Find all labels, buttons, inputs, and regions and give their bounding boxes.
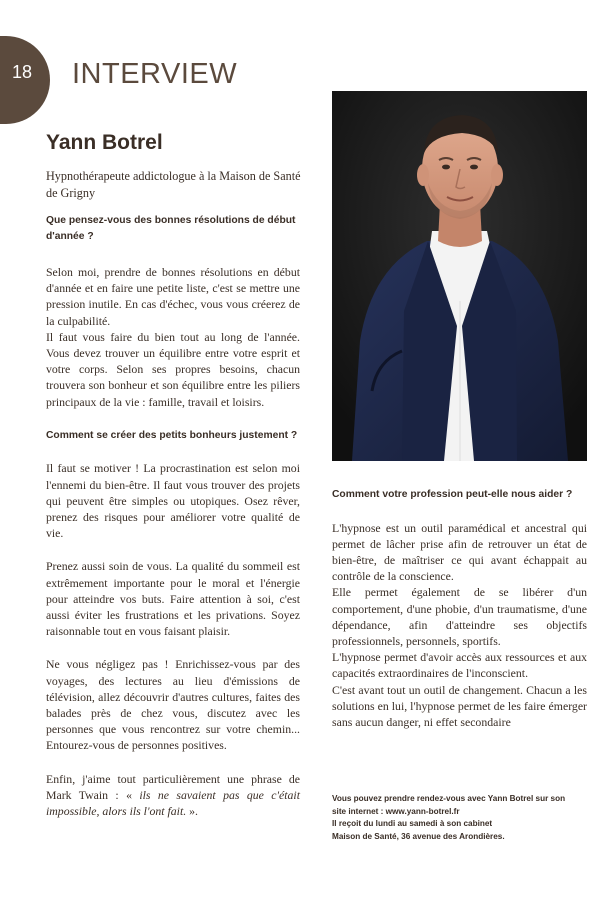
answer-3-paragraph-4: C'est avant tout un outil de changement. Chacun a les solutions en lui, l'hypnose permet de les faire émerger sans aucun danger, ni effet secondaire [332, 682, 587, 729]
question-2: Comment se créer des petits bonheurs justement ? [46, 429, 298, 441]
interviewee-subtitle: Hypnothérapeute addictologue à la Maison de Santé de Grigny [46, 169, 301, 200]
answer-3-paragraph-3: L'hypnose permet d'avoir accès aux ressources et aux capacités extraordinaires de l'inconscient. [332, 650, 587, 681]
contact-line-3: Il reçoit du lundi au samedi à son cabinet [332, 819, 493, 829]
answer-3-paragraph-1: L'hypnose est un outil paramédical et ancestral qui permet de lâcher prise afin de retrouver un état de bien-être, de maîtriser ce qui avant échappait au contrôle de la conscience. [332, 520, 587, 584]
contact-line-2: site internet : www.yann-botrel.fr [332, 806, 460, 816]
page-number-tab [0, 36, 50, 124]
page-number: 18 [11, 62, 33, 82]
right-column [332, 487, 587, 730]
answer-1-paragraph-1: Selon moi, prendre de bonnes résolutions en début d'année et en faire une petite liste, c'est se mettre une pression inutile. En cas d'échec, vous vous créerez de la culpabilité. [46, 265, 300, 328]
question-1: Que pensez-vous des bonnes résolutions de début d'année ? [46, 215, 296, 242]
mark-twain-quote: ils ne savaient pas que c'était impossible, alors ils l'ont fait. [46, 787, 300, 818]
question-3: Comment votre profession peut-elle nous aider ? [332, 489, 573, 500]
left-column [46, 213, 300, 819]
contact-info [332, 793, 597, 843]
contact-line-4: Maison de Santé, 36 avenue des Arondières. [332, 831, 505, 841]
interviewee-name: Yann Botrel [46, 131, 163, 154]
section-title: INTERVIEW [72, 58, 238, 90]
contact-line-1: Vous pouvez prendre rendez-vous avec Yann Botrel sur son [332, 794, 566, 803]
answer-2-paragraph-1: Il faut se motiver ! La procrastination est selon moi l'ennemi du bien-être. Il faut vous trouver des projets qui peuvent être simples ou utopiques. Osez rêver, prenez des risques pour améliorer votre qualité de vie. [46, 461, 300, 541]
portrait-photo [332, 91, 587, 461]
answer-2-paragraph-2: Prenez aussi soin de vous. La qualité du sommeil est extrêmement importante pour le moral et l'énergie pour atteindre vos buts. Faire attention à soi, c'est aussi éviter les frustrations et les privations. Soyez raisonnable tout en vous faisant plaisir. [46, 559, 300, 639]
answer-2-paragraph-4 [46, 771, 300, 820]
quote-end: ». [186, 803, 198, 818]
answer-2-paragraph-3: Ne vous négligez pas ! Enrichissez-vous par des voyages, des lectures au lieu d'émissions de télévision, allez découvrir d'autres cultures, faites des balades près de chez vous, discutez avec les personnes que vous rencontrez sur votre chemin... Entourez-vous de personnes positives. [46, 657, 300, 753]
answer-1-paragraph-2: Il faut vous faire du bien tout au long de l'année. Vous devez trouver un équilibre entre votre esprit et votre corps. Selon ses propres besoins, chacun trouvera son bonheur et son équilibre entre les piliers principaux de la vie : famille, travail et loisirs. [46, 329, 300, 409]
answer-3-paragraph-2: Elle permet également de se libérer d'un comportement, d'une phobie, d'un traumatisme, d'une dépendance, afin d'atteindre ses objectifs professionnels, personnels, sportifs. [332, 585, 587, 648]
quote-lead: Enfin, j'aime tout particulièrement une phrase de Mark Twain : « [46, 771, 300, 802]
